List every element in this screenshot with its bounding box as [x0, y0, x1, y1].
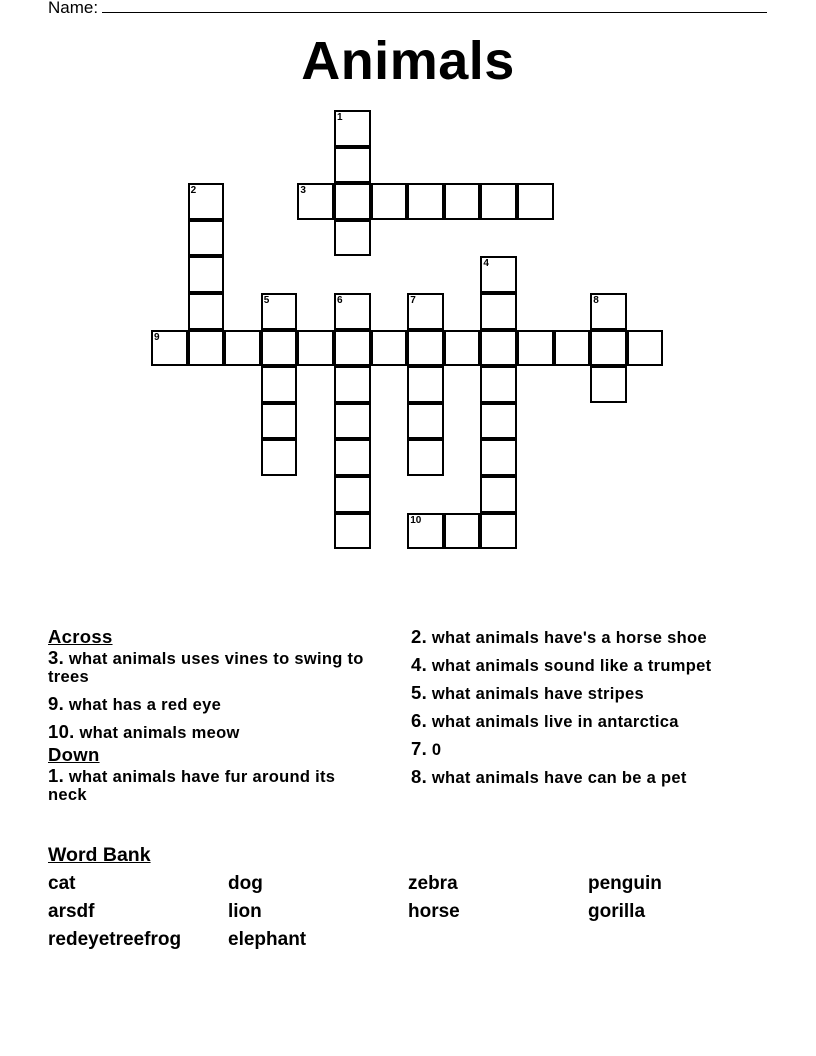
- grid-cell[interactable]: [334, 439, 371, 476]
- clue-down-7: [411, 740, 771, 759]
- grid-cell[interactable]: [334, 147, 371, 184]
- word-bank: [48, 874, 768, 950]
- grid-cell[interactable]: [334, 183, 371, 220]
- grid-cell[interactable]: [480, 476, 517, 513]
- grid-cell[interactable]: [334, 403, 371, 440]
- down-heading: Down: [48, 744, 100, 765]
- grid-cell[interactable]: [334, 293, 371, 330]
- clue-number: 2.: [411, 626, 428, 647]
- grid-cell[interactable]: [407, 183, 444, 220]
- clue-across-3: [48, 649, 378, 686]
- word-bank-item: zebra: [408, 873, 458, 894]
- cell-number: 9: [154, 331, 160, 343]
- word-bank-item: dog: [228, 873, 263, 894]
- grid-cell[interactable]: [261, 366, 298, 403]
- grid-cell[interactable]: [407, 330, 444, 367]
- page-title: Animals: [301, 31, 515, 91]
- clue-number: 6.: [411, 710, 428, 731]
- grid-cell[interactable]: [297, 183, 334, 220]
- clue-text: what animals uses vines to swing to trees: [48, 650, 364, 686]
- word-bank-item: cat: [48, 873, 76, 894]
- grid-cell[interactable]: [444, 183, 481, 220]
- word-bank-item: penguin: [588, 873, 662, 894]
- clue-text: what animals sound like a trumpet: [431, 657, 712, 675]
- grid-cell[interactable]: [480, 330, 517, 367]
- grid-cell[interactable]: [407, 293, 444, 330]
- clue-text: what animals have fur around its neck: [48, 768, 336, 804]
- clue-text: what animals have's a horse shoe: [431, 629, 707, 647]
- clue-text: what animals have stripes: [431, 685, 644, 703]
- grid-cell[interactable]: [590, 366, 627, 403]
- grid-cell[interactable]: [407, 439, 444, 476]
- grid-cell[interactable]: [334, 476, 371, 513]
- grid-cell[interactable]: [407, 366, 444, 403]
- grid-cell[interactable]: [261, 293, 298, 330]
- word-bank-item: elephant: [228, 929, 307, 950]
- grid-cell[interactable]: [480, 403, 517, 440]
- grid-cell[interactable]: [297, 330, 334, 367]
- grid-cell[interactable]: [480, 256, 517, 293]
- clues-column-right: [411, 628, 771, 796]
- word-bank-item: gorilla: [588, 901, 646, 922]
- clue-down-6: [411, 712, 771, 731]
- clue-text: what animals have can be a pet: [431, 769, 687, 787]
- word-bank-item: redeyetreefrog: [48, 929, 182, 950]
- clue-down-2: [411, 628, 771, 647]
- word-bank-item: horse: [408, 901, 460, 922]
- grid-cell[interactable]: [444, 330, 481, 367]
- clue-number: 4.: [411, 654, 428, 675]
- grid-cell[interactable]: [334, 110, 371, 147]
- grid-cell[interactable]: [480, 439, 517, 476]
- grid-cell[interactable]: [480, 366, 517, 403]
- grid-cell[interactable]: [407, 403, 444, 440]
- clue-number: 7.: [411, 738, 428, 759]
- clue-text: what animals meow: [79, 724, 240, 742]
- across-heading: Across: [48, 626, 113, 647]
- grid-cell[interactable]: [224, 330, 261, 367]
- cell-number: 7: [410, 295, 416, 306]
- grid-cell[interactable]: [480, 183, 517, 220]
- grid-cell[interactable]: [480, 513, 517, 550]
- grid-cell[interactable]: [261, 439, 298, 476]
- grid-cell[interactable]: [261, 403, 298, 440]
- clue-text: what animals live in antarctica: [431, 713, 679, 731]
- grid-cell[interactable]: [334, 330, 371, 367]
- clues-column-left: [48, 628, 378, 813]
- clue-down-8: [411, 768, 771, 787]
- cell-number: 3: [300, 185, 306, 197]
- cell-number: 1: [337, 112, 343, 123]
- grid-cell[interactable]: [188, 293, 225, 330]
- grid-cell[interactable]: [188, 183, 225, 220]
- cell-number: 4: [483, 258, 489, 270]
- grid-cell[interactable]: [517, 183, 554, 220]
- clue-down-5: [411, 684, 771, 703]
- grid-cell[interactable]: [480, 293, 517, 330]
- cell-number: 6: [337, 295, 343, 306]
- clue-text: 0: [431, 741, 442, 759]
- grid-cell[interactable]: [554, 330, 591, 367]
- grid-cell[interactable]: [188, 220, 225, 257]
- grid-cell[interactable]: [590, 293, 627, 330]
- clue-number: 5.: [411, 682, 428, 703]
- name-label: Name:: [48, 0, 99, 17]
- clue-number: 10.: [48, 721, 75, 742]
- grid-cell[interactable]: [590, 330, 627, 367]
- grid-cell[interactable]: [188, 256, 225, 293]
- word-bank-title: Word Bank: [48, 844, 151, 866]
- grid-cell[interactable]: [371, 330, 408, 367]
- word-bank-item: arsdf: [48, 901, 95, 922]
- clue-number: 9.: [48, 693, 65, 714]
- cell-number: 8: [593, 295, 599, 306]
- grid-cell[interactable]: [334, 513, 371, 550]
- grid-cell[interactable]: [444, 513, 481, 550]
- grid-cell[interactable]: [407, 513, 444, 550]
- clue-text: what has a red eye: [68, 696, 222, 714]
- clue-across-10: [48, 723, 378, 742]
- clue-down-4: [411, 656, 771, 675]
- clue-number: 3.: [48, 647, 65, 668]
- cell-number: 10: [410, 514, 422, 526]
- word-bank-item: lion: [228, 901, 262, 922]
- grid-cell[interactable]: [371, 183, 408, 220]
- grid-cell[interactable]: [627, 330, 664, 367]
- grid-cell[interactable]: [188, 330, 225, 367]
- grid-cell[interactable]: [261, 330, 298, 367]
- grid-cell[interactable]: [151, 330, 188, 367]
- cell-number: 2: [190, 185, 197, 197]
- clue-down-1: [48, 767, 378, 804]
- clue-number: 8.: [411, 766, 428, 787]
- cell-number: 5: [263, 295, 270, 306]
- grid-cell[interactable]: [334, 220, 371, 257]
- clue-across-9: [48, 695, 378, 714]
- grid-cell[interactable]: [334, 366, 371, 403]
- grid-cell[interactable]: [517, 330, 554, 367]
- clue-number: 1.: [48, 765, 65, 786]
